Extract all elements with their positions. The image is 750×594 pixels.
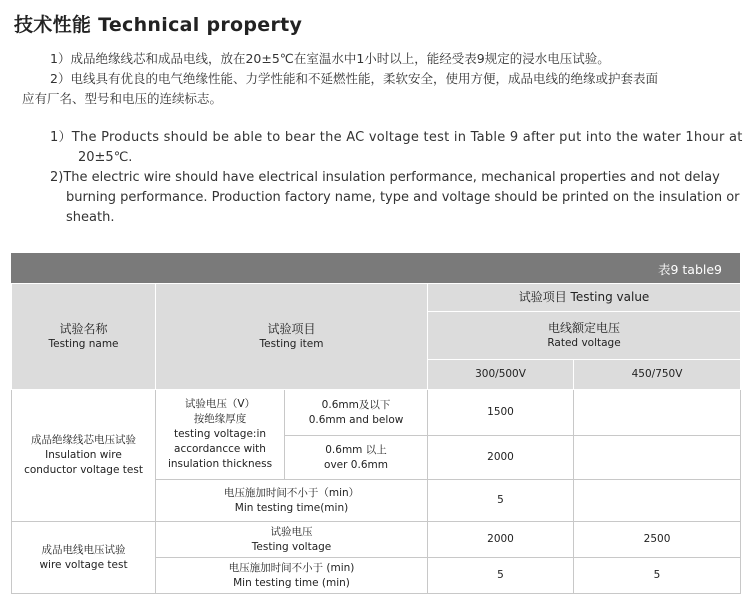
header-rated-voltage-en: Rated voltage	[547, 336, 621, 349]
en-paragraph-2b: burning performance. Production factory name, type and voltage should be printed on the insulation or	[66, 190, 740, 205]
en-paragraph-2a: 2)The electric wire should have electrical insulation performance, mechanical properties and not delay	[50, 170, 720, 185]
en-paragraph-1b: 20±5℃.	[78, 150, 133, 165]
tv2-en: Testing voltage	[251, 540, 332, 553]
table-caption: 表9 table9	[657, 262, 722, 277]
header-rated-voltage	[428, 312, 741, 360]
header-300-500v: 300/500V	[428, 360, 574, 390]
value-cell: 5	[574, 558, 741, 594]
table-caption-bar	[11, 253, 740, 283]
cn-paragraph-2a: 2）电线具有优良的电气绝缘性能、力学性能和不延燃性能，柔软安全，使用方便，成品电线的绝缘或护套表面	[50, 71, 658, 86]
header-rated-voltage-cn: 电线额定电压	[548, 320, 621, 335]
value-cell: 2000	[428, 436, 574, 480]
group-insulation-wire	[12, 390, 156, 522]
time2-cn: 电压施加时间不小于 (min)	[228, 561, 355, 574]
min-testing-time-1	[156, 480, 428, 522]
header-testing-item-cn: 试验项目	[267, 321, 316, 336]
header-testing-name	[12, 284, 156, 390]
thickness-2-en: over 0.6mm	[324, 458, 388, 471]
tv-line-2: 按绝缘厚度	[193, 413, 247, 425]
thickness-1-cn: 0.6mm及以下	[321, 398, 391, 411]
time1-en: Min testing time(min)	[234, 501, 349, 514]
tv-line-3: testing voltage:in	[173, 428, 267, 440]
table-9	[11, 253, 740, 594]
min-testing-time-2	[156, 558, 428, 594]
header-testing-value: 试验项目 Testing value	[428, 284, 741, 312]
value-cell: 5	[428, 480, 574, 522]
cn-paragraph-1: 1）成品绝缘线芯和成品电线，放在20±5℃在室温水中1小时以上，能经受表9规定的浸水电压试验。	[50, 51, 610, 66]
value-cell	[574, 436, 741, 480]
header-450-750v: 450/750V	[574, 360, 741, 390]
group1-cn: 成品绝缘线芯电压试验	[31, 434, 136, 446]
value-cell: 2500	[574, 522, 741, 558]
thickness-1-en: 0.6mm and below	[308, 413, 404, 426]
value-cell	[574, 480, 741, 522]
table-row	[12, 522, 741, 558]
tv-line-4: accordancce with	[174, 443, 266, 455]
testing-voltage-2	[156, 522, 428, 558]
value-cell: 1500	[428, 390, 574, 436]
group2-en: wire voltage test	[39, 558, 128, 571]
time2-en: Min testing time (min)	[233, 576, 350, 589]
tv2-cn: 试验电压	[270, 525, 313, 538]
en-paragraph-2c: sheath.	[66, 210, 115, 225]
group1-en-1: Insulation wire	[45, 449, 122, 461]
cn-paragraph-2b: 应有厂名、型号和电压的连续标志。	[22, 91, 223, 106]
header-testing-item	[156, 284, 428, 390]
page-title: 技术性能 Technical property	[14, 14, 303, 36]
en-paragraph-1a: 1）The Products should be able to bear the AC voltage test in Table 9 after put into the water 1hour at	[50, 130, 743, 145]
group-wire-voltage	[12, 522, 156, 594]
header-testing-name-en: Testing name	[48, 337, 119, 350]
group2-cn: 成品电线电压试验	[41, 543, 126, 556]
thickness-2-cn: 0.6mm 以上	[325, 443, 387, 456]
value-cell: 2000	[428, 522, 574, 558]
tv-line-5: insulation thickness	[167, 458, 273, 470]
tv-line-1: 试验电压（V）	[184, 398, 256, 410]
header-testing-item-en: Testing item	[259, 337, 324, 350]
thickness-over-0-6	[285, 436, 428, 480]
test-table	[11, 283, 741, 594]
header-testing-name-cn: 试验名称	[59, 321, 108, 336]
table-row	[12, 390, 741, 436]
group1-en-2: conductor voltage test	[24, 464, 143, 476]
value-cell: 5	[428, 558, 574, 594]
testing-voltage-by-thickness	[156, 390, 285, 480]
time1-cn: 电压施加时间不小于（min）	[223, 486, 360, 499]
value-cell	[574, 390, 741, 436]
thickness-below-0-6	[285, 390, 428, 436]
